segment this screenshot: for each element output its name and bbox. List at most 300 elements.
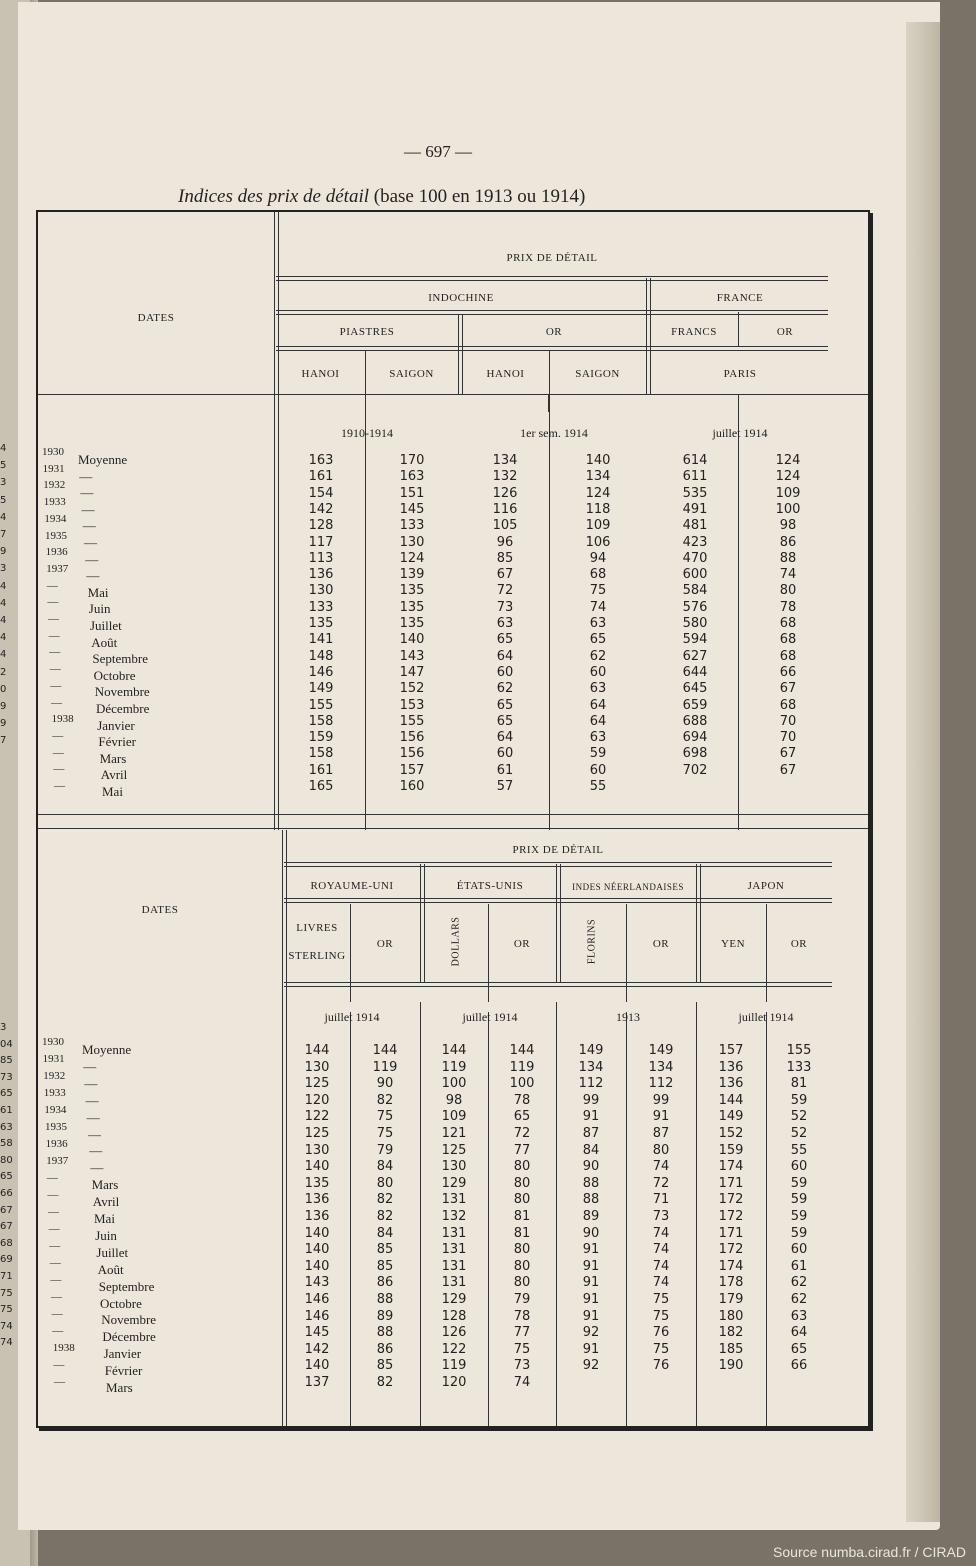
t1-cell: 124 xyxy=(775,453,801,468)
t2-row-label: Février xyxy=(104,1363,143,1379)
left-margin-number: 58 xyxy=(0,1138,13,1150)
t2-cell: 75 xyxy=(652,1308,670,1324)
t2-cell: 142 xyxy=(304,1341,330,1357)
t2-cell: 179 xyxy=(718,1292,744,1307)
t1-cell: 124 xyxy=(585,485,611,501)
t1-cell: 134 xyxy=(585,469,611,485)
t2-cell: 144 xyxy=(441,1043,467,1058)
left-margin-number: 4 xyxy=(0,511,7,523)
t1-cell: 161 xyxy=(308,762,334,778)
t1-cell: 65 xyxy=(496,632,514,648)
t1-row-label: Juin xyxy=(88,601,111,617)
t1-row-label: Août xyxy=(91,634,118,650)
t2-indes-header: INDES NÉERLANDAISES xyxy=(572,882,684,892)
t2-cell: 80 xyxy=(513,1258,531,1274)
t2-row-year: — xyxy=(48,1223,60,1235)
t2-row-label: Juin xyxy=(95,1227,117,1243)
t1-row-year: — xyxy=(50,679,62,692)
t2-cell: 63 xyxy=(790,1308,808,1324)
t1-piastres-header: PIASTRES xyxy=(339,326,395,338)
t1-cell: 135 xyxy=(399,599,425,615)
t1-saigon-header: SAIGON xyxy=(389,368,434,380)
t2-cell: 80 xyxy=(376,1175,394,1191)
t2-row-label: Novembre xyxy=(101,1312,157,1328)
t2-cell: 145 xyxy=(304,1325,330,1341)
t1-cell: 535 xyxy=(682,485,708,501)
t2-cell: 100 xyxy=(441,1076,467,1092)
t1-cell: 151 xyxy=(399,485,425,501)
t2-or-jp-header: OR xyxy=(790,938,808,950)
t2-cell: 171 xyxy=(718,1225,744,1241)
left-margin-number: 85 xyxy=(0,1055,13,1067)
t1-cell: 470 xyxy=(682,550,708,566)
t1-cell: 80 xyxy=(779,583,797,599)
t1-cell: 85 xyxy=(496,550,514,566)
t2-cell: 125 xyxy=(441,1142,467,1158)
t2-row-label: Mars xyxy=(91,1177,119,1193)
t2-cell: 84 xyxy=(582,1142,600,1158)
left-margin-number: 65 xyxy=(0,1088,13,1100)
t1-row-label: — xyxy=(86,568,100,584)
t2-cell: 87 xyxy=(652,1126,670,1141)
t2-cell: 134 xyxy=(578,1059,604,1075)
t2-etats-header: ÉTATS-UNIS xyxy=(456,880,524,892)
t1-saigon-or-header: SAIGON xyxy=(575,368,620,380)
left-margin-number: 67 xyxy=(0,1204,13,1216)
left-margin-number: 3 xyxy=(0,1022,7,1033)
t2-cell: 98 xyxy=(445,1092,463,1108)
left-margin-number: 7 xyxy=(0,735,7,747)
t2-florins-header: FLORINS xyxy=(586,918,598,965)
t2-cell: 90 xyxy=(376,1076,394,1092)
t2-cell: 91 xyxy=(582,1242,600,1258)
t2-cell: 185 xyxy=(718,1341,744,1357)
t1-cell: 627 xyxy=(682,648,708,664)
t2-cell: 157 xyxy=(718,1043,744,1058)
t2-cell: 144 xyxy=(509,1043,535,1058)
t1-cell: 67 xyxy=(779,681,797,697)
t2-cell: 130 xyxy=(304,1142,330,1158)
t1-row-year: — xyxy=(48,629,60,642)
t2-cell: 82 xyxy=(376,1192,394,1208)
t1-cell: 60 xyxy=(589,762,607,778)
t1-cell: 135 xyxy=(399,583,425,599)
t1-cell: 67 xyxy=(779,762,797,778)
t1-row-year: — xyxy=(53,763,65,776)
left-margin-number: 04 xyxy=(0,1038,13,1050)
left-margin-number: 3 xyxy=(0,477,7,489)
source-credit: Source numba.cirad.fr / CIRAD xyxy=(773,1544,966,1560)
t2-cell: 146 xyxy=(304,1308,330,1324)
t1-cell: 698 xyxy=(682,746,708,762)
t2-row-label: — xyxy=(83,1058,97,1074)
t2-cell: 86 xyxy=(376,1275,394,1291)
t1-cell: 576 xyxy=(682,599,708,615)
t1-cell: 584 xyxy=(682,583,708,599)
t1-cell: 147 xyxy=(399,664,425,680)
t2-cell: 140 xyxy=(304,1225,330,1241)
t1-cell: 154 xyxy=(308,485,334,501)
t1-cell: 68 xyxy=(779,632,797,648)
t2-cell: 136 xyxy=(718,1076,744,1092)
t1-cell: 594 xyxy=(682,632,708,648)
t2-cell: 74 xyxy=(652,1225,670,1241)
t1-france-header: FRANCE xyxy=(716,292,764,304)
left-margin-number: 4 xyxy=(0,632,7,644)
t2-cell: 143 xyxy=(304,1275,330,1291)
t1-cell: 139 xyxy=(399,567,425,583)
t2-cell: 132 xyxy=(441,1209,467,1224)
t1-base-piastres: 1910-1914 xyxy=(341,426,393,440)
left-margin-number: 0 xyxy=(0,683,7,695)
t2-cell: 80 xyxy=(652,1142,670,1158)
t1-row-label: Février xyxy=(98,734,136,750)
t1-row-year: 1930 xyxy=(42,446,64,458)
t1-base-or: 1er sem. 1914 xyxy=(520,426,588,440)
t2-cell: 79 xyxy=(376,1142,394,1158)
t2-cell: 75 xyxy=(376,1126,394,1141)
t2-cell: 74 xyxy=(652,1242,670,1258)
t1-cell: 481 xyxy=(682,518,708,534)
t2-cell: 80 xyxy=(513,1192,531,1208)
t1-cell: 148 xyxy=(308,648,334,664)
t2-cell: 112 xyxy=(578,1076,604,1092)
left-margin-number: 66 xyxy=(0,1187,13,1199)
t1-row-year: 1931 xyxy=(42,462,65,475)
t2-yen-header: YEN xyxy=(720,938,746,950)
t2-row-year: 1930 xyxy=(42,1036,64,1048)
t2-row-year: 1932 xyxy=(43,1070,66,1082)
t1-cell: 149 xyxy=(308,681,334,697)
t2-base-eu: juillet 1914 xyxy=(462,1010,518,1024)
t1-hanoi-or-header: HANOI xyxy=(486,368,525,380)
t2-cell: 125 xyxy=(304,1076,330,1092)
t2-cell: 144 xyxy=(372,1043,398,1058)
t2-cell: 149 xyxy=(578,1043,604,1058)
t2-cell: 59 xyxy=(790,1092,808,1108)
t1-cell: 694 xyxy=(682,730,708,746)
t1-row-label: Avril xyxy=(100,767,128,783)
t2-row-label: — xyxy=(88,1126,101,1142)
t2-cell: 178 xyxy=(718,1275,744,1291)
t1-row-year: — xyxy=(52,729,64,742)
book-page xyxy=(18,2,940,1530)
t2-row-label: Juillet xyxy=(96,1244,129,1260)
t1-cell: 145 xyxy=(399,501,425,517)
t1-cell: 109 xyxy=(775,485,801,501)
t1-cell: 62 xyxy=(589,648,607,664)
t2-row-year: — xyxy=(49,1257,61,1269)
t2-cell: 131 xyxy=(441,1225,467,1241)
t1-cell: 156 xyxy=(399,730,425,746)
t2-cell: 131 xyxy=(441,1275,467,1291)
left-margin-number: 75 xyxy=(0,1287,13,1299)
t2-cell: 137 xyxy=(304,1375,330,1390)
t2-cell: 129 xyxy=(441,1175,467,1191)
t2-cell: 140 xyxy=(304,1242,330,1258)
t1-row-label: Novembre xyxy=(94,684,150,700)
t1-cell: 65 xyxy=(496,697,514,713)
t2-cell: 59 xyxy=(790,1192,808,1208)
t2-cell: 85 xyxy=(376,1242,394,1258)
t1-row-year: 1933 xyxy=(43,496,66,509)
t2-cell: 119 xyxy=(372,1059,398,1075)
t1-cell: 65 xyxy=(496,713,514,729)
t2-cell: 131 xyxy=(441,1258,467,1274)
t1-cell: 126 xyxy=(492,485,518,501)
t2-row-year: 1937 xyxy=(46,1155,69,1167)
t2-cell: 144 xyxy=(304,1043,330,1058)
t1-cell: 142 xyxy=(308,501,334,517)
t2-cell: 134 xyxy=(648,1059,674,1075)
t1-cell: 702 xyxy=(682,762,708,778)
t1-row-label: Mars xyxy=(99,750,127,766)
left-margin-number: 74 xyxy=(0,1320,13,1332)
left-margin-number: 4 xyxy=(0,649,7,661)
left-margin-number: 65 xyxy=(0,1171,13,1183)
t2-row-label: Moyenne xyxy=(82,1042,132,1057)
t2-cell: 75 xyxy=(652,1292,670,1307)
t2-row-label: — xyxy=(85,1092,99,1108)
t1-cell: 68 xyxy=(779,616,797,631)
t1-cell: 124 xyxy=(775,469,801,485)
t2-cell: 80 xyxy=(513,1242,531,1258)
t1-cell: 158 xyxy=(308,746,334,762)
t2-cell: 172 xyxy=(718,1192,744,1208)
t1-cell: 72 xyxy=(496,583,514,599)
t1-cell: 60 xyxy=(589,664,607,680)
t2-cell: 90 xyxy=(582,1225,600,1241)
t1-cell: 117 xyxy=(308,534,334,550)
t2-row-year: — xyxy=(53,1359,65,1371)
t2-cell: 75 xyxy=(652,1341,670,1357)
t1-row-year: 1938 xyxy=(51,713,74,726)
t2-cell: 149 xyxy=(648,1043,674,1058)
t1-cell: 135 xyxy=(308,616,334,631)
left-margin-numbers-bottom xyxy=(0,1020,14,1352)
t1-cell: 78 xyxy=(779,599,797,615)
t1-row-year: 1936 xyxy=(45,546,68,559)
t2-cell: 76 xyxy=(652,1358,670,1374)
t1-cell: 155 xyxy=(399,713,425,729)
t2-cell: 190 xyxy=(718,1358,744,1374)
t2-cell: 85 xyxy=(376,1358,394,1374)
t2-royaume-header: ROYAUME-UNI xyxy=(310,880,394,892)
left-margin-number: 80 xyxy=(0,1154,13,1166)
t2-cell: 174 xyxy=(718,1159,744,1175)
t2-cell: 88 xyxy=(376,1325,394,1341)
t2-cell: 75 xyxy=(513,1341,531,1357)
t1-cell: 423 xyxy=(682,534,708,550)
t1-cell: 109 xyxy=(585,518,611,534)
t1-dates-header: DATES xyxy=(137,312,175,324)
t2-cell: 135 xyxy=(304,1175,330,1191)
t1-cell: 70 xyxy=(779,730,797,746)
t1-row-label: — xyxy=(79,468,93,484)
t1-cell: 116 xyxy=(492,501,518,517)
t2-cell: 81 xyxy=(513,1225,531,1241)
t2-cell: 120 xyxy=(304,1092,330,1108)
t2-cell: 130 xyxy=(304,1059,330,1075)
t1-cell: 60 xyxy=(496,664,514,680)
t1-cell: 133 xyxy=(308,599,334,615)
t1-cell: 64 xyxy=(496,648,514,664)
t1-cell: 63 xyxy=(589,730,607,746)
t1-cell: 130 xyxy=(308,583,334,599)
t1-cell: 65 xyxy=(589,632,607,648)
t2-cell: 99 xyxy=(652,1092,670,1108)
t2-cell: 88 xyxy=(376,1292,394,1307)
left-margin-number: 61 xyxy=(0,1104,13,1116)
t1-or-france-header: OR xyxy=(776,326,794,338)
t2-cell: 80 xyxy=(513,1175,531,1191)
t2-row-label: — xyxy=(84,1075,98,1091)
t2-cell: 131 xyxy=(441,1192,467,1208)
left-margin-number: 5 xyxy=(0,460,7,472)
t2-row-label: Mars xyxy=(106,1380,133,1395)
t2-cell: 140 xyxy=(304,1258,330,1274)
t2-cell: 120 xyxy=(441,1375,467,1390)
t1-row-year: 1935 xyxy=(45,529,67,542)
t1-cell: 132 xyxy=(492,469,518,485)
t1-cell: 70 xyxy=(779,713,797,729)
t1-cell: 163 xyxy=(308,453,334,468)
page-number: — 697 — xyxy=(404,142,472,161)
t2-row-label: Septembre xyxy=(98,1278,155,1294)
t1-paris-header: PARIS xyxy=(723,368,757,380)
t1-cell: 106 xyxy=(585,534,611,550)
t1-row-label: — xyxy=(84,535,97,550)
t2-row-year: — xyxy=(46,1172,58,1184)
t1-row-label: Septembre xyxy=(92,651,148,667)
t1-cell: 491 xyxy=(682,501,708,517)
t2-cell: 152 xyxy=(718,1126,744,1141)
left-margin-number: 74 xyxy=(0,1337,13,1349)
t2-cell: 92 xyxy=(582,1325,600,1341)
t1-row-year: — xyxy=(47,596,59,609)
t2-cell: 155 xyxy=(786,1043,812,1058)
left-margin-number: 4 xyxy=(0,443,7,454)
t2-cell: 72 xyxy=(513,1126,531,1141)
t2-cell: 128 xyxy=(441,1308,467,1324)
t1-row-year: — xyxy=(49,646,61,659)
t1-cell: 580 xyxy=(682,616,708,631)
t1-cell: 140 xyxy=(399,632,425,648)
t2-cell: 52 xyxy=(790,1109,808,1125)
t2-cell: 59 xyxy=(790,1225,808,1241)
t1-cell: 140 xyxy=(585,453,611,468)
t2-cell: 91 xyxy=(652,1109,670,1125)
t2-cell: 89 xyxy=(582,1209,600,1224)
t1-cell: 73 xyxy=(496,599,514,615)
caption-plain: (base 100 en 1913 ou 1914) xyxy=(369,186,586,207)
t1-cell: 133 xyxy=(399,518,425,534)
t2-sterling-header: STERLING xyxy=(288,950,346,962)
t2-cell: 133 xyxy=(786,1059,812,1075)
t1-cell: 141 xyxy=(308,632,334,648)
t1-cell: 74 xyxy=(779,567,797,583)
t1-cell: 63 xyxy=(589,616,607,631)
left-margin-number: 2 xyxy=(0,666,7,678)
t1-cell: 105 xyxy=(492,518,518,534)
t2-cell: 125 xyxy=(304,1126,330,1141)
left-margin-number: 9 xyxy=(0,701,7,713)
t1-row-label: — xyxy=(81,501,95,517)
t2-cell: 126 xyxy=(441,1325,467,1341)
t2-cell: 159 xyxy=(718,1142,744,1158)
t2-cell: 149 xyxy=(718,1109,744,1125)
left-margin-number: 67 xyxy=(0,1221,13,1233)
t1-row-label: Octobre xyxy=(93,667,136,683)
t1-cell: 155 xyxy=(308,697,334,713)
t2-livres-header: LIVRES xyxy=(296,922,338,934)
t2-cell: 130 xyxy=(441,1159,467,1175)
t2-row-year: 1933 xyxy=(43,1087,66,1099)
t2-prix-header: PRIX DE DÉTAIL xyxy=(512,844,604,856)
t1-cell: 160 xyxy=(399,779,425,794)
caption-italic: Indices des prix de détail xyxy=(178,186,370,207)
t1-cell: 143 xyxy=(399,648,425,664)
t1-row-label: Décembre xyxy=(96,701,150,716)
t1-hanoi-header: HANOI xyxy=(301,368,340,380)
t2-cell: 180 xyxy=(718,1308,744,1324)
t2-cell: 91 xyxy=(582,1275,600,1291)
t1-cell: 146 xyxy=(308,664,334,680)
t2-cell: 140 xyxy=(304,1358,330,1374)
t1-or-header: OR xyxy=(545,326,563,338)
page-edge xyxy=(906,22,940,1522)
t2-cell: 55 xyxy=(790,1142,808,1158)
t1-row-label: — xyxy=(82,518,96,534)
t2-cell: 91 xyxy=(582,1258,600,1274)
left-margin-number: 3 xyxy=(0,563,7,575)
t1-cell: 161 xyxy=(308,469,334,485)
t1-cell: 67 xyxy=(779,746,797,762)
t2-cell: 82 xyxy=(376,1209,394,1224)
t2-cell: 78 xyxy=(513,1308,531,1324)
t1-cell: 75 xyxy=(589,583,607,599)
t1-cell: 600 xyxy=(682,567,708,583)
t2-cell: 131 xyxy=(441,1242,467,1258)
t2-cell: 119 xyxy=(441,1358,467,1374)
t2-cell: 74 xyxy=(652,1275,670,1291)
t2-cell: 73 xyxy=(652,1209,670,1224)
t2-row-year: — xyxy=(52,1325,64,1337)
t2-japon-header: JAPON xyxy=(747,880,785,892)
t1-cell: 64 xyxy=(496,730,514,746)
left-margin-number: 9 xyxy=(0,546,7,558)
t1-cell: 68 xyxy=(779,697,797,713)
t1-cell: 118 xyxy=(585,501,611,517)
t2-cell: 119 xyxy=(509,1059,535,1075)
t2-dates-header: DATES xyxy=(141,904,179,916)
t1-indochine-header: INDOCHINE xyxy=(428,292,494,304)
t1-cell: 63 xyxy=(496,616,514,631)
t2-cell: 122 xyxy=(304,1109,330,1125)
t1-row-label: Janvier xyxy=(97,717,135,733)
t1-cell: 165 xyxy=(308,779,334,794)
t2-cell: 172 xyxy=(718,1242,744,1258)
t2-row-label: Avril xyxy=(92,1194,120,1210)
t1-cell: 611 xyxy=(682,469,708,485)
t2-dollars-header: DOLLARS xyxy=(450,916,462,967)
t1-cell: 163 xyxy=(399,469,425,485)
t2-row-label: — xyxy=(86,1109,100,1125)
t1-row-year: 1932 xyxy=(43,479,66,492)
t1-cell: 157 xyxy=(399,762,425,778)
t2-cell: 136 xyxy=(304,1192,330,1208)
t1-row-year: — xyxy=(54,780,65,792)
